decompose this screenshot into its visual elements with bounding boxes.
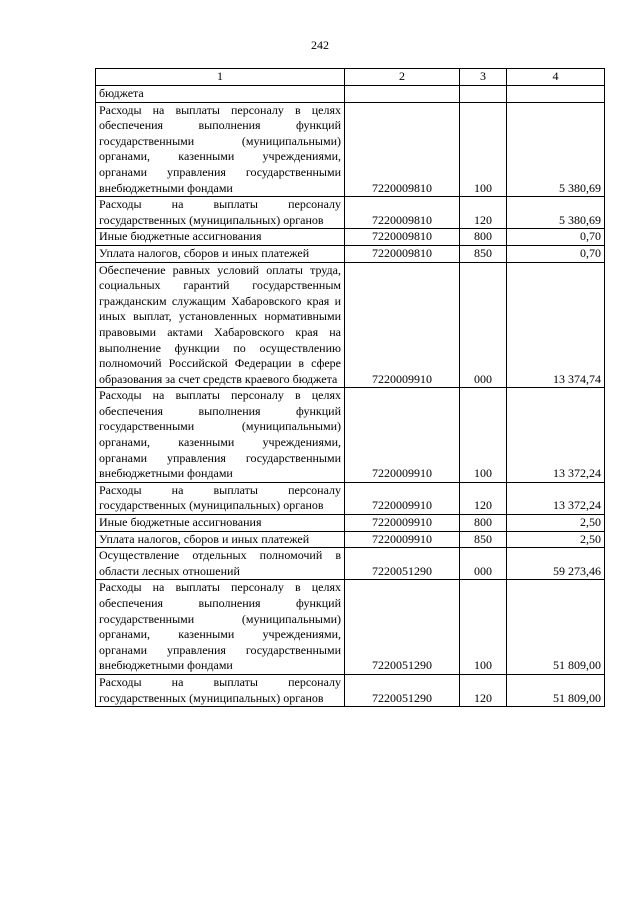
- table-row: [96, 197, 605, 229]
- row-amount: 0,70: [507, 245, 605, 262]
- row-amount: 13 372,24: [507, 388, 605, 483]
- row-amount: 2,50: [507, 531, 605, 548]
- row-amount: 51 809,00: [507, 580, 605, 675]
- row-description: Расходы на выплаты персоналу государственных (муниципальных) органов: [96, 674, 345, 706]
- header-col-2: 2: [345, 69, 460, 86]
- row-target-code: 7220051290: [345, 548, 460, 580]
- table-row: [96, 245, 605, 262]
- table-row: [96, 548, 605, 580]
- row-target-code: 7220009910: [345, 531, 460, 548]
- row-description: Осуществление отдельных полномочий в области лесных отношений: [96, 548, 345, 580]
- row-expense-type: 120: [460, 674, 507, 706]
- row-expense-type: 000: [460, 262, 507, 388]
- row-amount: [507, 86, 605, 103]
- row-amount: 51 809,00: [507, 674, 605, 706]
- row-target-code: 7220009910: [345, 482, 460, 514]
- header-col-3: 3: [460, 69, 507, 86]
- row-amount: 59 273,46: [507, 548, 605, 580]
- row-target-code: 7220009910: [345, 515, 460, 532]
- row-target-code: 7220009910: [345, 262, 460, 388]
- table-row: [96, 482, 605, 514]
- table-row: [96, 531, 605, 548]
- row-expense-type: 120: [460, 197, 507, 229]
- row-target-code: 7220009910: [345, 388, 460, 483]
- row-target-code: 7220051290: [345, 580, 460, 675]
- row-description: Иные бюджетные ассигнования: [96, 229, 345, 246]
- row-expense-type: 850: [460, 245, 507, 262]
- row-description: Расходы на выплаты персоналу государственных (муниципальных) органов: [96, 197, 345, 229]
- page-number: 242: [311, 38, 329, 52]
- row-expense-type: 100: [460, 102, 507, 197]
- row-target-code: 7220009810: [345, 229, 460, 246]
- row-description: Уплата налогов, сборов и иных платежей: [96, 531, 345, 548]
- row-expense-type: 100: [460, 580, 507, 675]
- table-row: [96, 86, 605, 103]
- header-col-4: 4: [507, 69, 605, 86]
- row-amount: 5 380,69: [507, 102, 605, 197]
- table-row: [96, 262, 605, 388]
- row-target-code: 7220051290: [345, 674, 460, 706]
- table-row: [96, 515, 605, 532]
- row-expense-type: 100: [460, 388, 507, 483]
- row-description: Расходы на выплаты персоналу в целях обеспечения выполнения функций государственными (муниципальными) органами, казенными учреждениями, органами управления государственными внебюджетными фондами: [96, 102, 345, 197]
- row-description: Иные бюджетные ассигнования: [96, 515, 345, 532]
- row-expense-type: 000: [460, 548, 507, 580]
- row-expense-type: 800: [460, 515, 507, 532]
- table-row: [96, 229, 605, 246]
- row-amount: 0,70: [507, 229, 605, 246]
- budget-table: [95, 68, 605, 707]
- table-row: [96, 388, 605, 483]
- row-description: бюджета: [96, 86, 345, 103]
- row-description: Обеспечение равных условий оплаты труда, социальных гарантий государственным гражданским служащим Хабаровского края и иных выплат, установленных нормативными правовыми актами Хабаровского края на выполнение функции по осуществлению полномочий Российской Федерации в сфере образования за счет средств краевого бюджета: [96, 262, 345, 388]
- row-expense-type: [460, 86, 507, 103]
- table-row: [96, 580, 605, 675]
- row-expense-type: 120: [460, 482, 507, 514]
- row-amount: 5 380,69: [507, 197, 605, 229]
- row-description: Расходы на выплаты персоналу в целях обеспечения выполнения функций государственными (муниципальными) органами, казенными учреждениями, органами управления государственными внебюджетными фондами: [96, 580, 345, 675]
- row-description: Уплата налогов, сборов и иных платежей: [96, 245, 345, 262]
- row-description: Расходы на выплаты персоналу государственных (муниципальных) органов: [96, 482, 345, 514]
- row-target-code: 7220009810: [345, 197, 460, 229]
- row-expense-type: 850: [460, 531, 507, 548]
- row-amount: 2,50: [507, 515, 605, 532]
- row-target-code: 7220009810: [345, 102, 460, 197]
- row-expense-type: 800: [460, 229, 507, 246]
- row-description: Расходы на выплаты персоналу в целях обеспечения выполнения функций государственными (муниципальными) органами, казенными учреждениями, органами управления государственными внебюджетными фондами: [96, 388, 345, 483]
- table-row: [96, 102, 605, 197]
- row-target-code: [345, 86, 460, 103]
- row-amount: 13 374,74: [507, 262, 605, 388]
- header-col-1: 1: [96, 69, 345, 86]
- table-header-row: [96, 69, 605, 86]
- row-target-code: 7220009810: [345, 245, 460, 262]
- table-row: [96, 674, 605, 706]
- row-amount: 13 372,24: [507, 482, 605, 514]
